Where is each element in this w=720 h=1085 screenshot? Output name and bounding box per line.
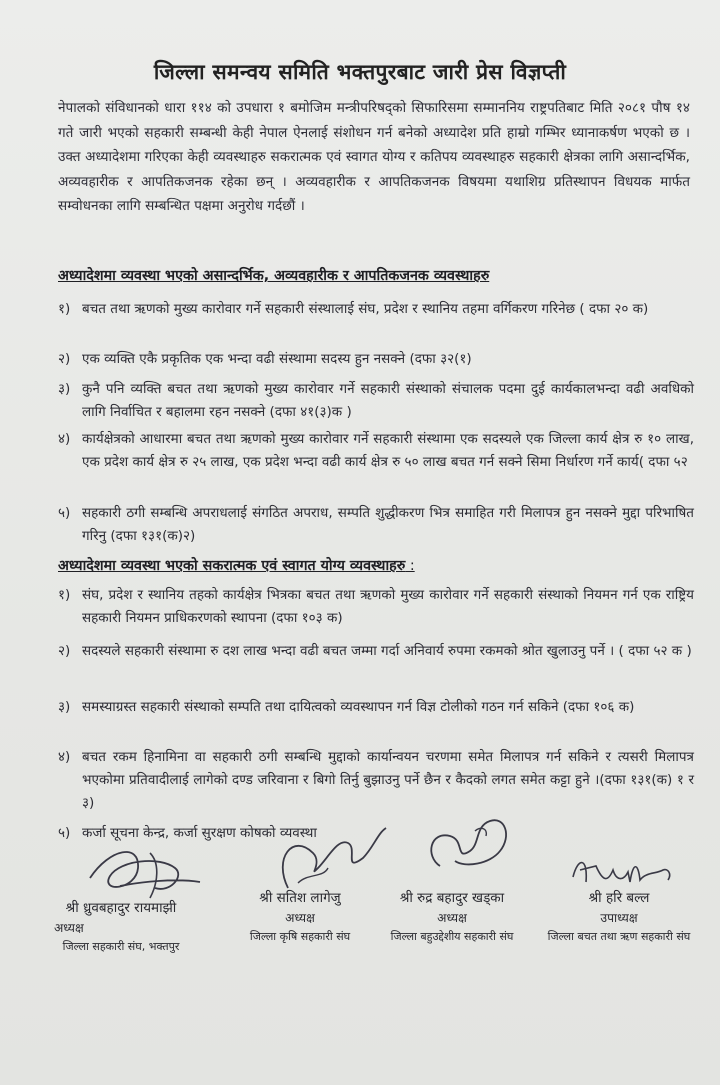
signatory-name: श्री ध्रुवबहादुर रायमाझी (65, 900, 177, 916)
signatory-role: अध्यक्ष (54, 921, 84, 935)
signatory-name: श्री सतिश लागेजु (259, 890, 341, 906)
signatory-name: श्री रुद्र बहादुर खड्का (399, 890, 505, 906)
list-item (58, 696, 694, 719)
item-number: १) (58, 587, 71, 603)
list-item (58, 298, 694, 321)
item-number: ५) (58, 505, 71, 521)
list-item (58, 584, 694, 630)
document-title: जिल्ला समन्वय समिति भक्तपुरबाट जारी प्रेस विज्ञप्ती (153, 60, 567, 84)
item-text: समस्याग्रस्त सहकारी संस्थाको सम्पति तथा दायित्वको व्यवस्थापन गर्न विज्ञ टोलीको गठन गर्न सकिने (दफा १०६ क) (82, 699, 635, 715)
signatory-role: उपाध्यक्ष (600, 911, 638, 925)
section-heading-positive-text: अध्यादेशमा व्यवस्था भएको सकरात्मक एवं स्वागत योग्य व्यवस्थाहरु (58, 558, 406, 574)
item-text: एक व्यक्ति एकै प्रकृतिक एक भन्दा वढी संस्थामा सदस्य हुन नसक्ने (दफा ३२(१) (82, 351, 472, 367)
intro-paragraph: नेपालको संविधानको धारा ११४ को उपधारा १ बमोजिम मन्त्रीपरिषद्को सिफारिसमा सम्माननिय राष्ट्रपतिबाट मिति २०८१ पौष १४ गते जारी भएको सहकारी सम्बन्धी केही नेपाल ऐनलाई संशोधन गर्न बनेको अध्यादेश प्रति हाम्रो गम्भिर ध्यानाकर्षण भएको छ । उक्त अध्यादेशमा गरिएका केही व्यवस्थाहरु सकरात्मक एवं स्वागत योग्य र कतिपय व्यवस्थाहरु सहकारी क्षेत्रका लागि असान्दर्भिक, अव्यवहारीक र आपतिकजनक रहेका छन् । अव्यवहारीक र आपतिकजनक विषयमा यथाशिग्र प्रतिस्थापन विधयक मार्फत सम्वोधनका लागि सम्बन्धित पक्षमा अनुरोध गर्दछौं । (58, 100, 690, 214)
item-text: बचत रकम हिनामिना वा सहकारी ठगी सम्बन्धि मुद्दाको कार्यान्वयन चरणमा समेत मिलापत्र गर्न सकिने र त्यसरी मिलापत्र भएकोमा प्रतिवादीलाई लागेको दण्ड जरिवाना र बिगो तिर्नु बुझाउनु पर्ने छैन र कैदको लगत समेत कट्टा हुने ।(दफा १३१(क) १ र ३) (82, 749, 694, 811)
item-text: कार्यक्षेत्रको आधारमा बचत तथा ऋणको मुख्य कारोवार गर्ने सहकारी संस्थामा एक सदस्यले एक जिल्ला कार्य क्षेत्र रु १० लाख, एक प्रदेश कार्य क्षेत्र रु २५ लाख, एक प्रदेश भन्दा वढी कार्य क्षेत्र रु ५० लाख बचत गर्न सक्ने सिमा निर्धारण गर्ने कार्य( दफा ५२ (82, 431, 694, 470)
item-number: ४) (58, 431, 71, 447)
signatory-2 (230, 888, 370, 944)
list-item (58, 378, 694, 424)
signatory-org: जिल्ला बहुउद्देशीय सहकारी संघ (390, 930, 514, 943)
signatory-4 (534, 888, 704, 944)
signatory-3 (372, 888, 532, 944)
signature-2-mark (268, 818, 398, 898)
list-item (58, 428, 694, 474)
list-item (58, 348, 694, 371)
item-text: सहकारी ठगी सम्बन्धि अपराधलाई संगठित अपराध, सम्पति शुद्धीकरण भित्र समाहित गरी मिलापत्र हुन नसक्ने मुद्दा परिभाषित गरिनु (दफा १३१(क)२) (82, 505, 694, 544)
item-text: कर्जा सूचना केन्द्र, कर्जा सुरक्षण कोषको व्यवस्था (82, 825, 317, 841)
list-item (58, 640, 694, 663)
signatory-role: अध्यक्ष (437, 911, 467, 925)
heading-colon: : (405, 558, 415, 574)
signatory-org: जिल्ला कृषि सहकारी संघ (249, 930, 351, 943)
item-text: संघ, प्रदेश र स्थानिय तहको कार्यक्षेत्र भित्रका बचत तथा ऋणको मुख्य कारोवार गर्ने सहकारी संस्थाको नियमन गर्न एक राष्ट्रिय सहकारी नियमन प्राधिकरणको स्थापना (दफा १०३ क) (82, 587, 694, 626)
item-number: २) (58, 351, 71, 367)
item-number: ३) (58, 699, 71, 715)
item-number: ४) (58, 749, 71, 765)
signatory-role: अध्यक्ष (285, 911, 315, 925)
section-heading-positive (58, 556, 698, 575)
signatory-1 (28, 898, 214, 954)
signatory-org: जिल्ला सहकारी संघ, भक्तपुर (62, 940, 180, 953)
list-item (58, 502, 694, 548)
item-number: २) (58, 643, 71, 659)
item-text: बचत तथा ऋणको मुख्य कारोवार गर्ने सहकारी संस्थालाई संघ, प्रदेश र स्थानिय तहमा वर्गिकरण गरिनेछ ( दफा २० क) (82, 301, 649, 317)
section-heading-problematic: अध्यादेशमा व्यवस्था भएको असान्दर्भिक, अव्यवहारीक र आपतिकजनक व्यवस्थाहरु (58, 268, 490, 284)
item-text: कुनै पनि व्यक्ति बचत तथा ऋणको मुख्य कारोवार गर्ने सहकारी संस्थाको संचालक पदमा दुई कार्यकालभन्दा वढी अवधिको लागि निर्वाचित र बहालमा रहन नसक्ने (दफा ४१(३)क ) (82, 381, 694, 420)
item-number: ३) (58, 381, 71, 397)
signatory-name: श्री हरि बल्ल (588, 890, 650, 906)
signature-4-mark (568, 852, 678, 892)
signature-3-mark (420, 806, 520, 886)
item-number: १) (58, 301, 71, 317)
item-text: सदस्यले सहकारी संस्थामा रु दश लाख भन्दा वढी बचत जम्मा गर्दा अनिवार्य रुपमा रकमको श्रोत खुलाउनु पर्ने । ( दफा ५२ क ) (82, 643, 692, 659)
list-item (58, 746, 694, 815)
signatory-org: जिल्ला बचत तथा ऋण सहकारी संघ (547, 930, 691, 943)
item-number: ५) (58, 825, 71, 841)
